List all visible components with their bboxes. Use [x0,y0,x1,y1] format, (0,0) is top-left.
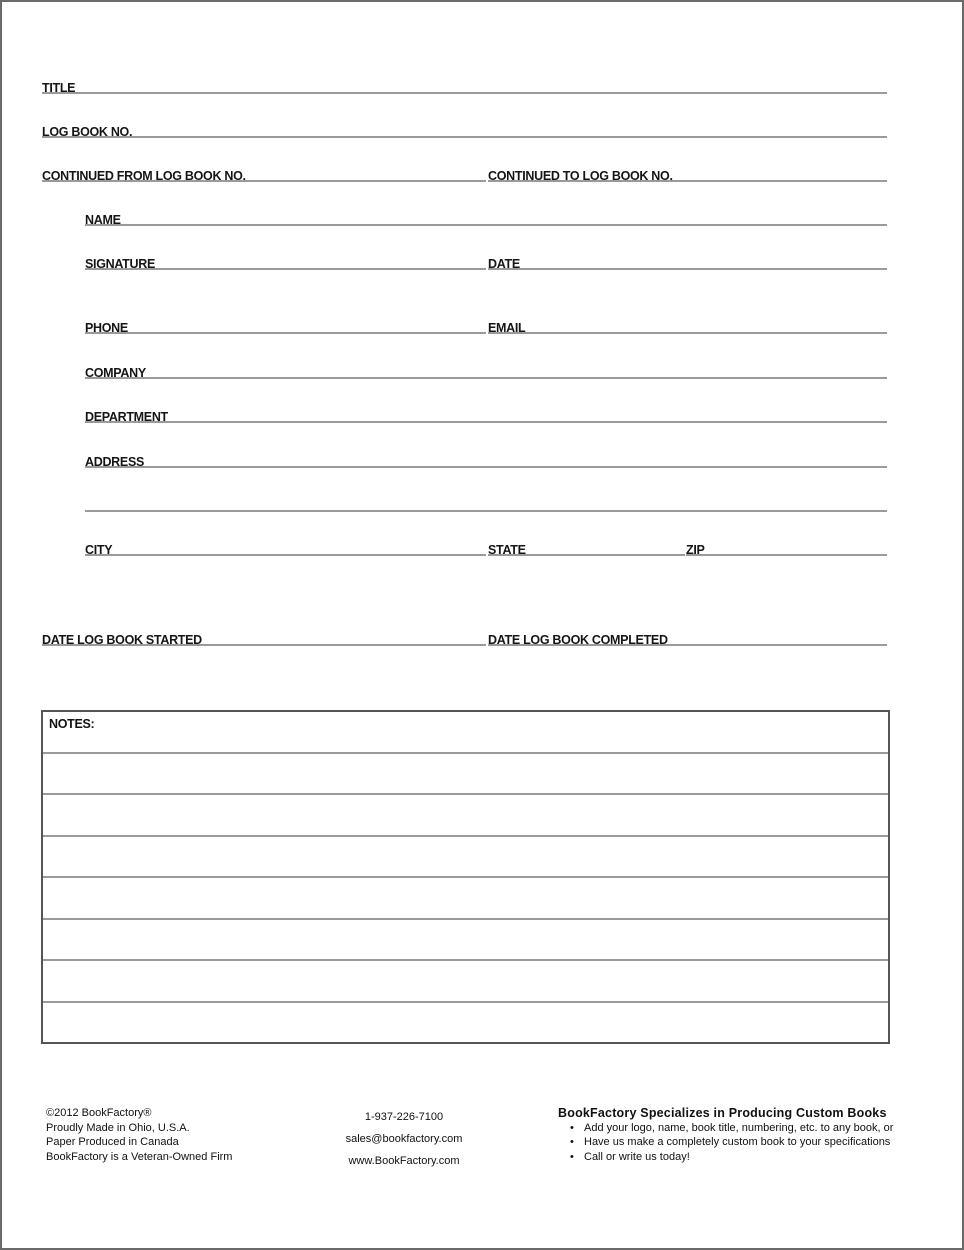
promo-bullet: • Call or write us today! [558,1150,893,1165]
veteran-owned-text: BookFactory is a Veteran-Owned Firm [46,1150,233,1163]
signature-label: SIGNATURE [85,257,155,271]
notes-line [43,752,888,754]
continued-from-label: CONTINUED FROM LOG BOOK NO. [42,169,246,183]
notes-label: NOTES: [49,717,95,731]
continued-to-field[interactable] [488,160,887,182]
zip-field[interactable] [686,534,887,556]
address-line-2[interactable] [85,490,887,512]
made-in-text: Proudly Made in Ohio, U.S.A. [46,1121,190,1134]
address-label: ADDRESS [85,455,145,469]
promo-bullet: • Add your logo, name, book title, numbering, etc. to any book, or [558,1121,893,1136]
continued-from-field[interactable] [42,160,486,182]
promo-bullet: • Have us make a completely custom book to your specifications [558,1135,893,1150]
notes-box[interactable] [41,710,890,1044]
date-started-label: DATE LOG BOOK STARTED [42,633,202,647]
notes-line [43,1001,888,1003]
notes-line [43,793,888,795]
company-label: COMPANY [85,366,146,380]
phone-field[interactable] [85,312,486,334]
footer-contact [342,1106,466,1172]
state-field[interactable] [488,534,685,556]
notes-line [43,959,888,961]
name-label: NAME [85,213,121,227]
signature-field[interactable] [85,248,486,270]
title-label: TITLE [42,81,76,95]
email-link[interactable]: sales@bookfactory.com [345,1133,463,1145]
notes-line [43,876,888,878]
date-completed-field[interactable] [488,624,887,646]
date-completed-label: DATE LOG BOOK COMPLETED [488,633,668,647]
notes-line [43,835,888,837]
log-book-no-field[interactable] [42,116,887,138]
notes-line [43,918,888,920]
paper-origin-text: Paper Produced in Canada [46,1136,179,1148]
promo-title: BookFactory Specializes in Producing Custom Books [558,1106,887,1120]
date-started-field[interactable] [42,624,486,646]
name-field[interactable] [85,204,887,226]
title-field[interactable] [42,72,887,94]
department-field[interactable] [85,401,887,423]
email-label: EMAIL [488,321,526,335]
log-book-no-label: LOG BOOK NO. [42,125,133,139]
address-field[interactable] [85,446,887,468]
copyright-text: ©2012 BookFactory® [46,1107,152,1119]
company-field[interactable] [85,357,887,379]
date-label: DATE [488,257,520,271]
state-label: STATE [488,543,526,557]
website-link[interactable]: www.BookFactory.com [348,1155,460,1167]
continued-to-label: CONTINUED TO LOG BOOK NO. [488,169,673,183]
notes-header [43,712,888,752]
phone-label: PHONE [85,321,128,335]
email-field[interactable] [488,312,887,334]
footer-promo [558,1106,893,1164]
footer-left [46,1106,232,1164]
department-label: DEPARTMENT [85,410,168,424]
date-field[interactable] [488,248,887,270]
city-field[interactable] [85,534,486,556]
city-label: CITY [85,543,113,557]
zip-label: ZIP [686,543,705,557]
phone-number: 1-937-226-7100 [364,1111,444,1123]
